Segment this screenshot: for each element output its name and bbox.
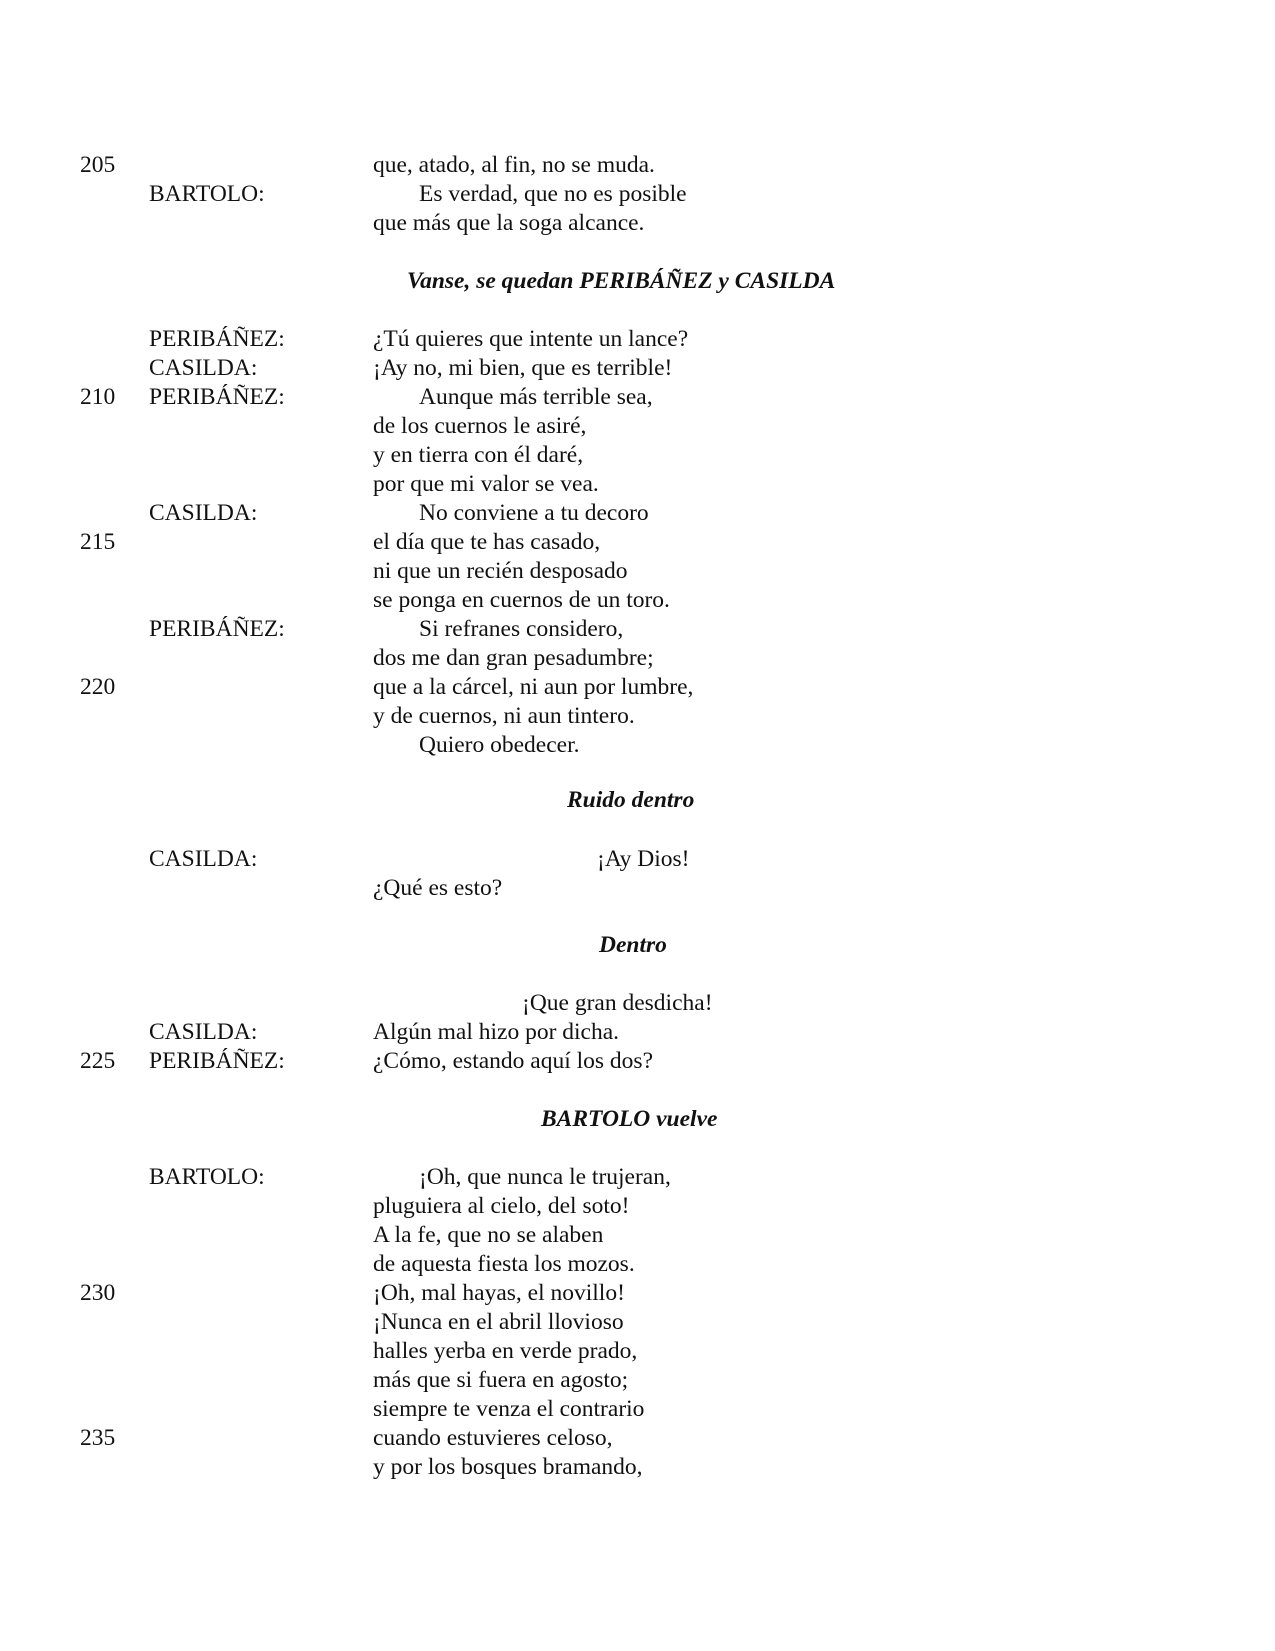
verse-block-e <box>0 1163 1275 1482</box>
verse-text: ¡Nunca en el abril llovioso <box>373 1309 624 1335</box>
speaker-name: CASILDA: <box>149 1019 258 1045</box>
speaker-name: PERIBÁÑEZ: <box>149 616 285 642</box>
verse-text: que a la cárcel, ni aun por lumbre, <box>373 674 694 700</box>
verse-line <box>0 1395 1275 1424</box>
verse-line <box>0 470 1275 499</box>
line-number: 205 <box>80 152 116 178</box>
speaker-name: BARTOLO: <box>149 1164 265 1190</box>
verse-line <box>0 557 1275 586</box>
verse-line <box>0 989 1275 1018</box>
verse-line <box>0 1279 1275 1308</box>
verse-text: A la fe, que no se alaben <box>373 1222 604 1248</box>
verse-line <box>0 325 1275 354</box>
verse-text: ¡Ay Dios! <box>597 846 690 872</box>
line-number: 230 <box>80 1280 116 1306</box>
line-number: 225 <box>80 1048 116 1074</box>
verse-text: ¿Tú quieres que intente un lance? <box>373 326 689 352</box>
verse-text: halles yerba en verde prado, <box>373 1338 638 1364</box>
line-number: 220 <box>80 674 116 700</box>
verse-text: ¡Oh, mal hayas, el novillo! <box>373 1280 625 1306</box>
verse-line <box>0 1453 1275 1482</box>
verse-line <box>0 845 1275 874</box>
stage-direction-text: Dentro <box>599 932 667 958</box>
line-number: 215 <box>80 529 116 555</box>
verse-text: de aquesta fiesta los mozos. <box>373 1251 635 1277</box>
verse-line <box>0 441 1275 470</box>
verse-line <box>0 528 1275 557</box>
verse-block-b <box>0 325 1275 760</box>
verse-line <box>0 412 1275 441</box>
verse-text: ¿Qué es esto? <box>373 875 503 901</box>
speaker-name: CASILDA: <box>149 355 258 381</box>
verse-text: ¡Que gran desdicha! <box>522 990 713 1016</box>
verse-block-a <box>0 151 1275 238</box>
verse-line <box>0 586 1275 615</box>
verse-text: de los cuernos le asiré, <box>373 413 587 439</box>
verse-text: cuando estuvieres celoso, <box>373 1425 613 1451</box>
verse-text: ¡Oh, que nunca le trujeran, <box>419 1164 671 1190</box>
verse-line <box>0 1192 1275 1221</box>
line-number: 235 <box>80 1425 116 1451</box>
verse-text: pluguiera al cielo, del soto! <box>373 1193 630 1219</box>
stage-direction-text: BARTOLO vuelve <box>541 1106 718 1132</box>
verse-line <box>0 1163 1275 1192</box>
speaker-name: CASILDA: <box>149 846 258 872</box>
verse-line <box>0 1221 1275 1250</box>
verse-text: ¡Ay no, mi bien, que es terrible! <box>373 355 673 381</box>
speaker-name: PERIBÁÑEZ: <box>149 1048 285 1074</box>
stage-direction-text: Ruido dentro <box>567 787 695 813</box>
verse-text: Quiero obedecer. <box>419 732 580 758</box>
verse-line <box>0 180 1275 209</box>
verse-text: y de cuernos, ni aun tintero. <box>373 703 635 729</box>
verse-line <box>0 702 1275 731</box>
verse-line <box>0 499 1275 528</box>
verse-text: Algún mal hizo por dicha. <box>373 1019 620 1045</box>
verse-line <box>0 1366 1275 1395</box>
speaker-name: CASILDA: <box>149 500 258 526</box>
verse-line <box>0 354 1275 383</box>
speaker-name: PERIBÁÑEZ: <box>149 384 285 410</box>
verse-line <box>0 1018 1275 1047</box>
verse-text: Es verdad, que no es posible <box>419 181 687 207</box>
verse-line <box>0 731 1275 760</box>
verse-text: y en tierra con él daré, <box>373 442 584 468</box>
verse-text: el día que te has casado, <box>373 529 601 555</box>
line-number: 210 <box>80 384 116 410</box>
verse-text: siempre te venza el contrario <box>373 1396 645 1422</box>
verse-line <box>0 209 1275 238</box>
verse-text: ¿Cómo, estando aquí los dos? <box>373 1048 654 1074</box>
verse-line <box>0 1308 1275 1337</box>
verse-block-c <box>0 845 1275 903</box>
verse-text: ni que un recién desposado <box>373 558 628 584</box>
verse-text: Aunque más terrible sea, <box>419 384 653 410</box>
verse-block-d <box>0 989 1275 1076</box>
verse-line <box>0 151 1275 180</box>
speaker-name: BARTOLO: <box>149 181 265 207</box>
verse-text: que más que la soga alcance. <box>373 210 645 236</box>
verse-line <box>0 673 1275 702</box>
verse-line <box>0 1047 1275 1076</box>
verse-text: y por los bosques bramando, <box>373 1454 643 1480</box>
verse-text: por que mi valor se vea. <box>373 471 599 497</box>
verse-text: Si refranes considero, <box>419 616 624 642</box>
verse-line <box>0 1424 1275 1453</box>
verse-line <box>0 383 1275 412</box>
verse-text: que, atado, al fin, no se muda. <box>373 152 655 178</box>
verse-text: más que si fuera en agosto; <box>373 1367 629 1393</box>
speaker-name: PERIBÁÑEZ: <box>149 326 285 352</box>
verse-line <box>0 1337 1275 1366</box>
verse-text: dos me dan gran pesadumbre; <box>373 645 654 671</box>
verse-line <box>0 874 1275 903</box>
verse-line <box>0 644 1275 673</box>
verse-line <box>0 1250 1275 1279</box>
verse-text: se ponga en cuernos de un toro. <box>373 587 670 613</box>
verse-text: No conviene a tu decoro <box>419 500 649 526</box>
stage-direction-text: Vanse, se quedan PERIBÁÑEZ y CASILDA <box>407 268 836 294</box>
verse-line <box>0 615 1275 644</box>
